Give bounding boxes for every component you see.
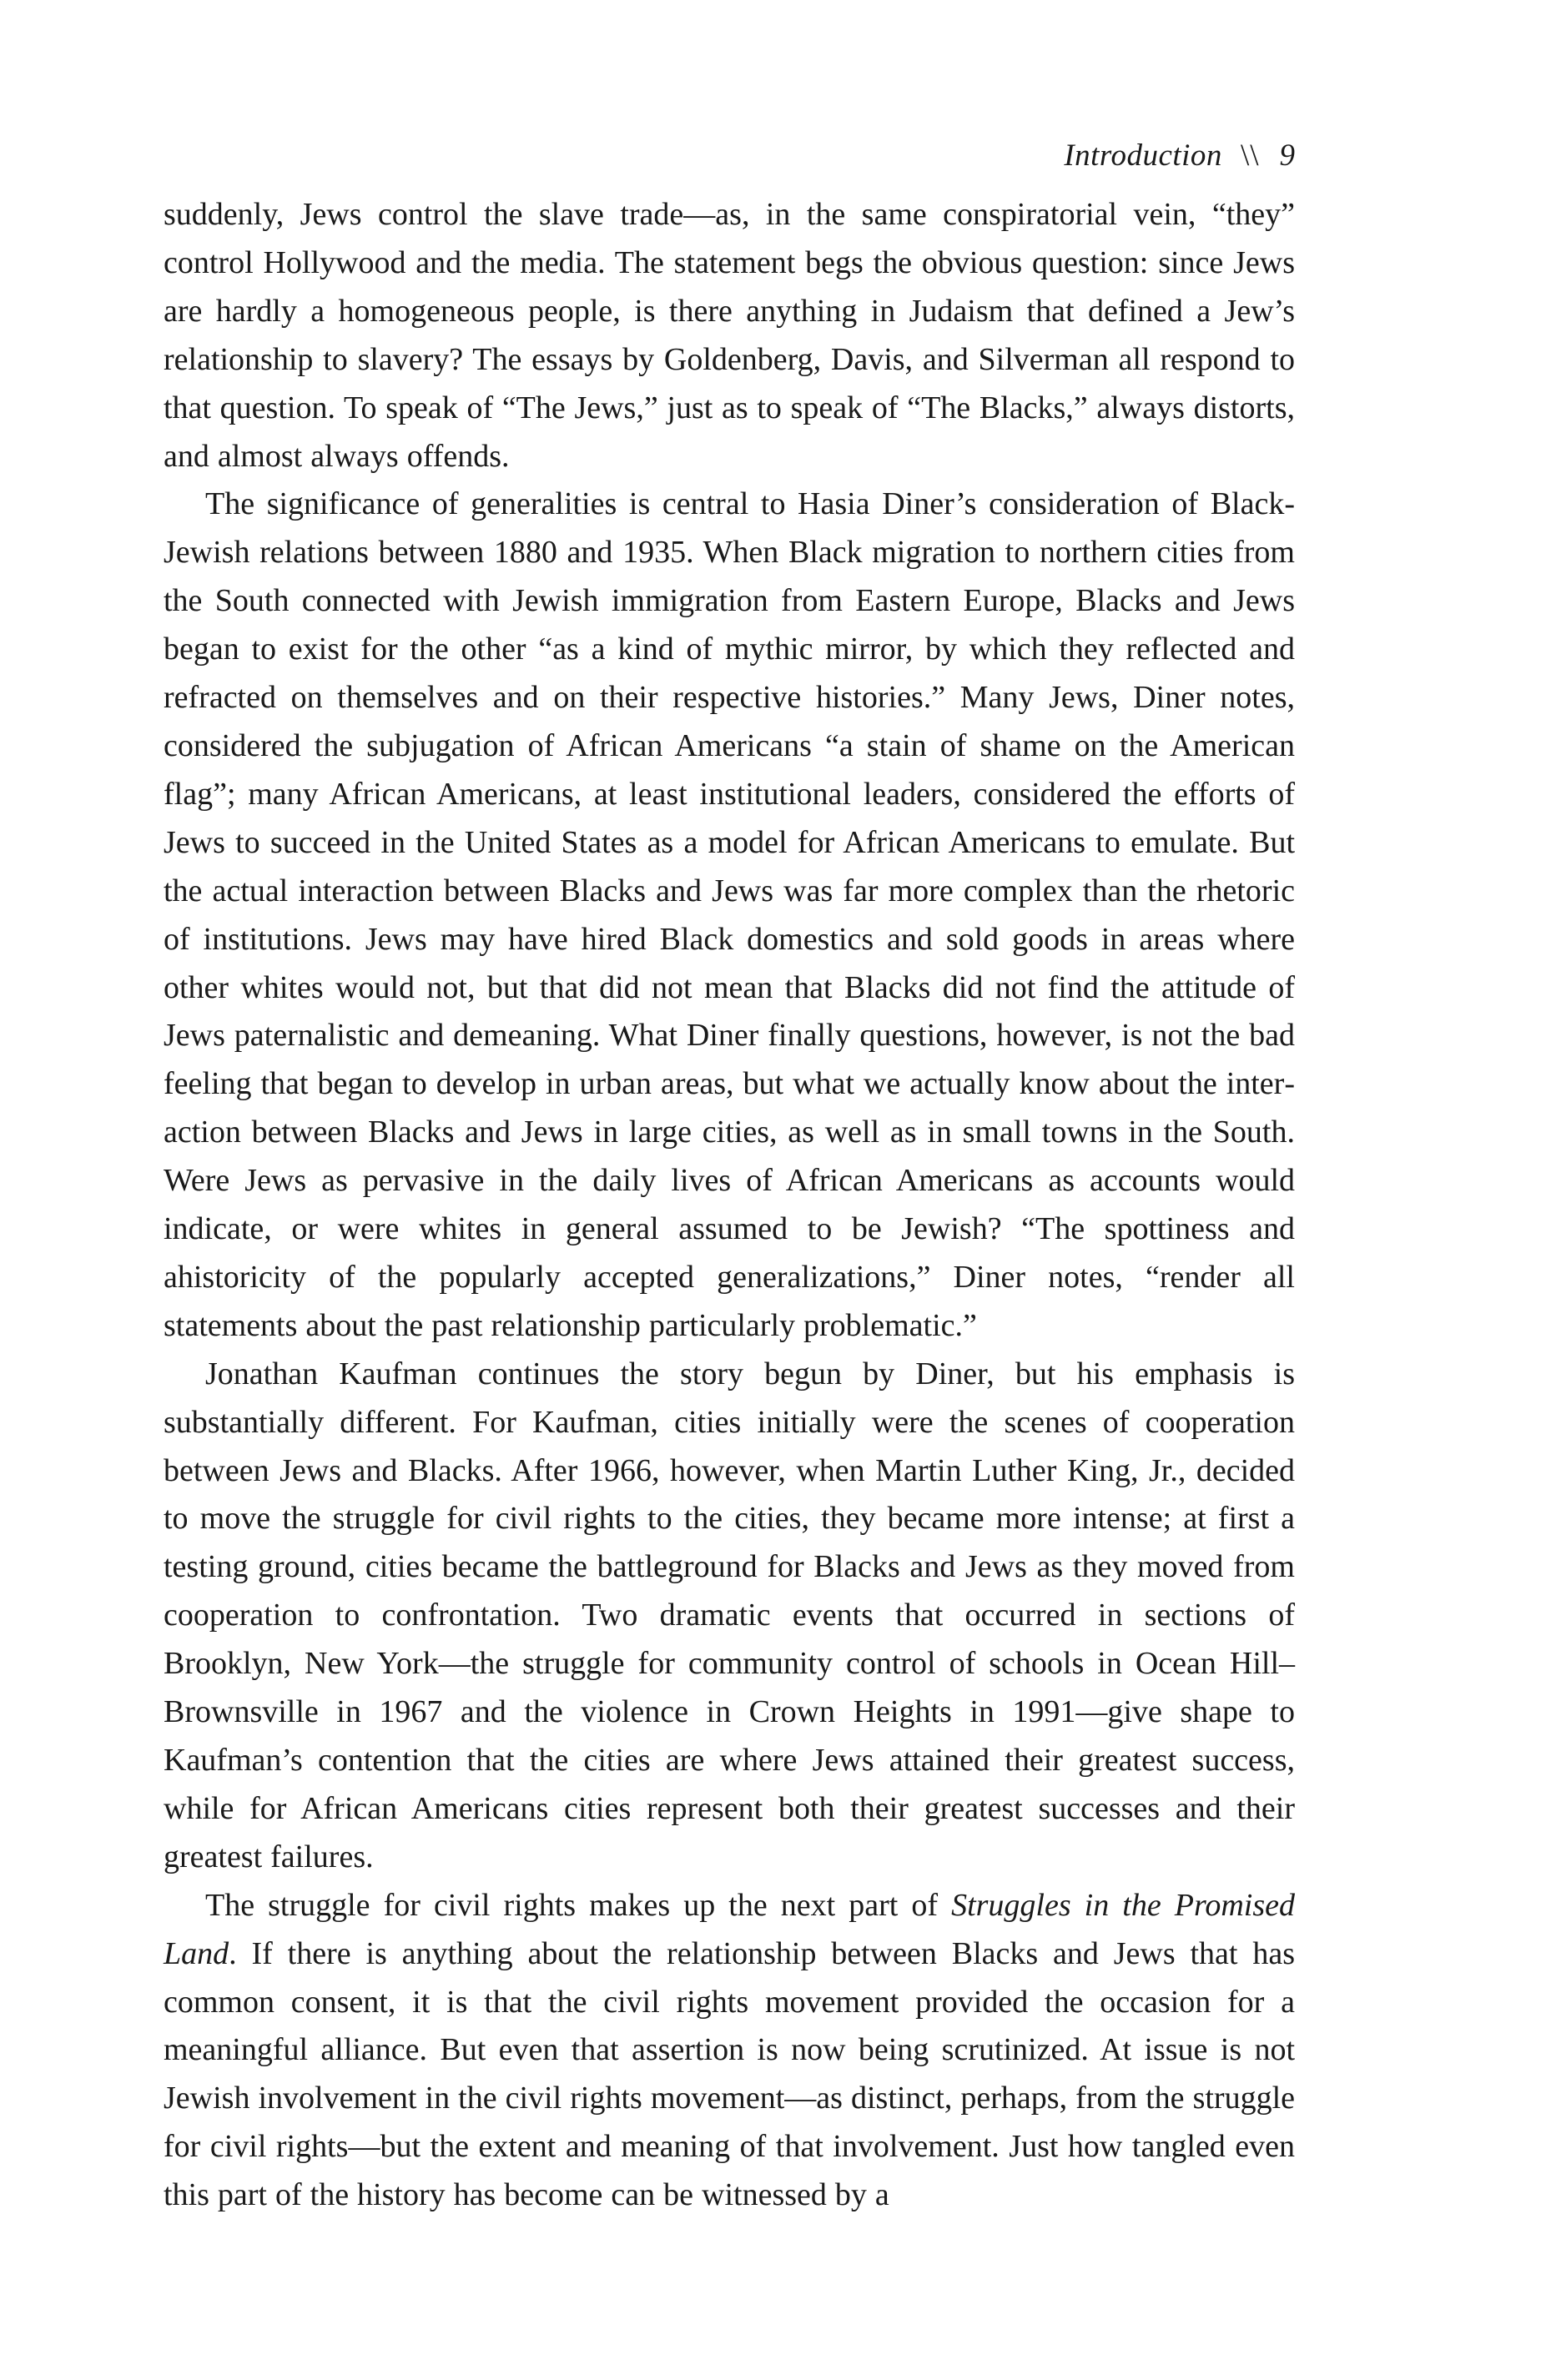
page-number: 9 [1279, 138, 1295, 173]
paragraph-4 [164, 1882, 1295, 2220]
running-head-separator: \\ [1240, 138, 1260, 173]
paragraph-2: The significance of generalities is central to Hasia Diner’s consideration of Black-Jewish relations between 1880 and 1935. When Black migration to northern cities from the South connected with Jewish immigration from Eastern Europe, Blacks and Jews began to exist for the other “as a kind of mythic mirror, by which they reflected and refracted on themselves and on their respective histories.” Many Jews, Diner notes, considered the subjugation of African Americans “a stain of shame on the American flag”; many African Americans, at least institutional leaders, considered the efforts of Jews to succeed in the United States as a model for African Americans to emulate. But the actual interaction between Blacks and Jews was far more complex than the rhetoric of institutions. Jews may have hired Black domestics and sold goods in areas where other whites would not, but that did not mean that Blacks did not find the attitude of Jews paternalistic and demeaning. What Diner finally questions, however, is not the bad feeling that began to develop in urban areas, but what we actually know about the interaction between Blacks and Jews in large cities, as well as in small towns in the South. Were Jews as pervasive in the daily lives of African Americans as accounts would indicate, or were whites in general assumed to be Jewish? “The spottiness and ahistoricity of the popularly accepted generalizations,” Diner notes, “render all statements about the past relationship particularly problematic.” [164, 486, 1295, 1343]
body-text [164, 191, 1295, 2220]
book-page [164, 138, 1295, 2220]
paragraph-1: suddenly, Jews control the slave trade—as, in the same conspiratorial vein, “they” control Hollywood and the media. The statement begs the obvious question: since Jews are hardly a homogeneous people, is there anything in Judaism that defined a Jew’s relationship to slavery? The essays by Goldenberg, Davis, and Silverman all respond to that question. To speak of “The Jews,” just as to speak of “The Blacks,” always distorts, and almost always offends. [164, 197, 1295, 474]
book-title: Struggles in the Promised Land [164, 1887, 1295, 1971]
paragraph-4-text-after: . If there is anything about the relationship between Blacks and Jews that has common consent, it is that the civil rights movement provided the occasion for a meaningful alliance. But even that assertion is now being scrutinized. At issue is not Jewish involvement in the civil rights movement—as distinct, perhaps, from the struggle for civil rights—but the extent and meaning of that involvement. Just how tangled even this part of the history has become can be witnessed by a [164, 1935, 1295, 2213]
running-head [164, 138, 1295, 174]
running-head-section-title: Introduction [1064, 138, 1222, 173]
paragraph-3: Jonathan Kaufman continues the story begun by Diner, but his emphasis is substantially different. For Kaufman, cities initially were the scenes of cooperation between Jews and Blacks. After 1966, however, when Martin Luther King, Jr., decided to move the struggle for civil rights to the cities, they became more intense; at first a testing ground, cities became the battleground for Blacks and Jews as they moved from cooperation to confrontation. Two dramatic events that occurred in sections of Brooklyn, New York—the struggle for community control of schools in Ocean Hill–Brownsville in 1967 and the violence in Crown Heights in 1991—give shape to Kaufman’s contention that the cities are where Jews attained their greatest success, while for African Americans cities represent both their greatest successes and their greatest failures. [164, 1356, 1295, 1874]
paragraph-4-text-before: The struggle for civil rights makes up the next part of [205, 1887, 952, 1923]
